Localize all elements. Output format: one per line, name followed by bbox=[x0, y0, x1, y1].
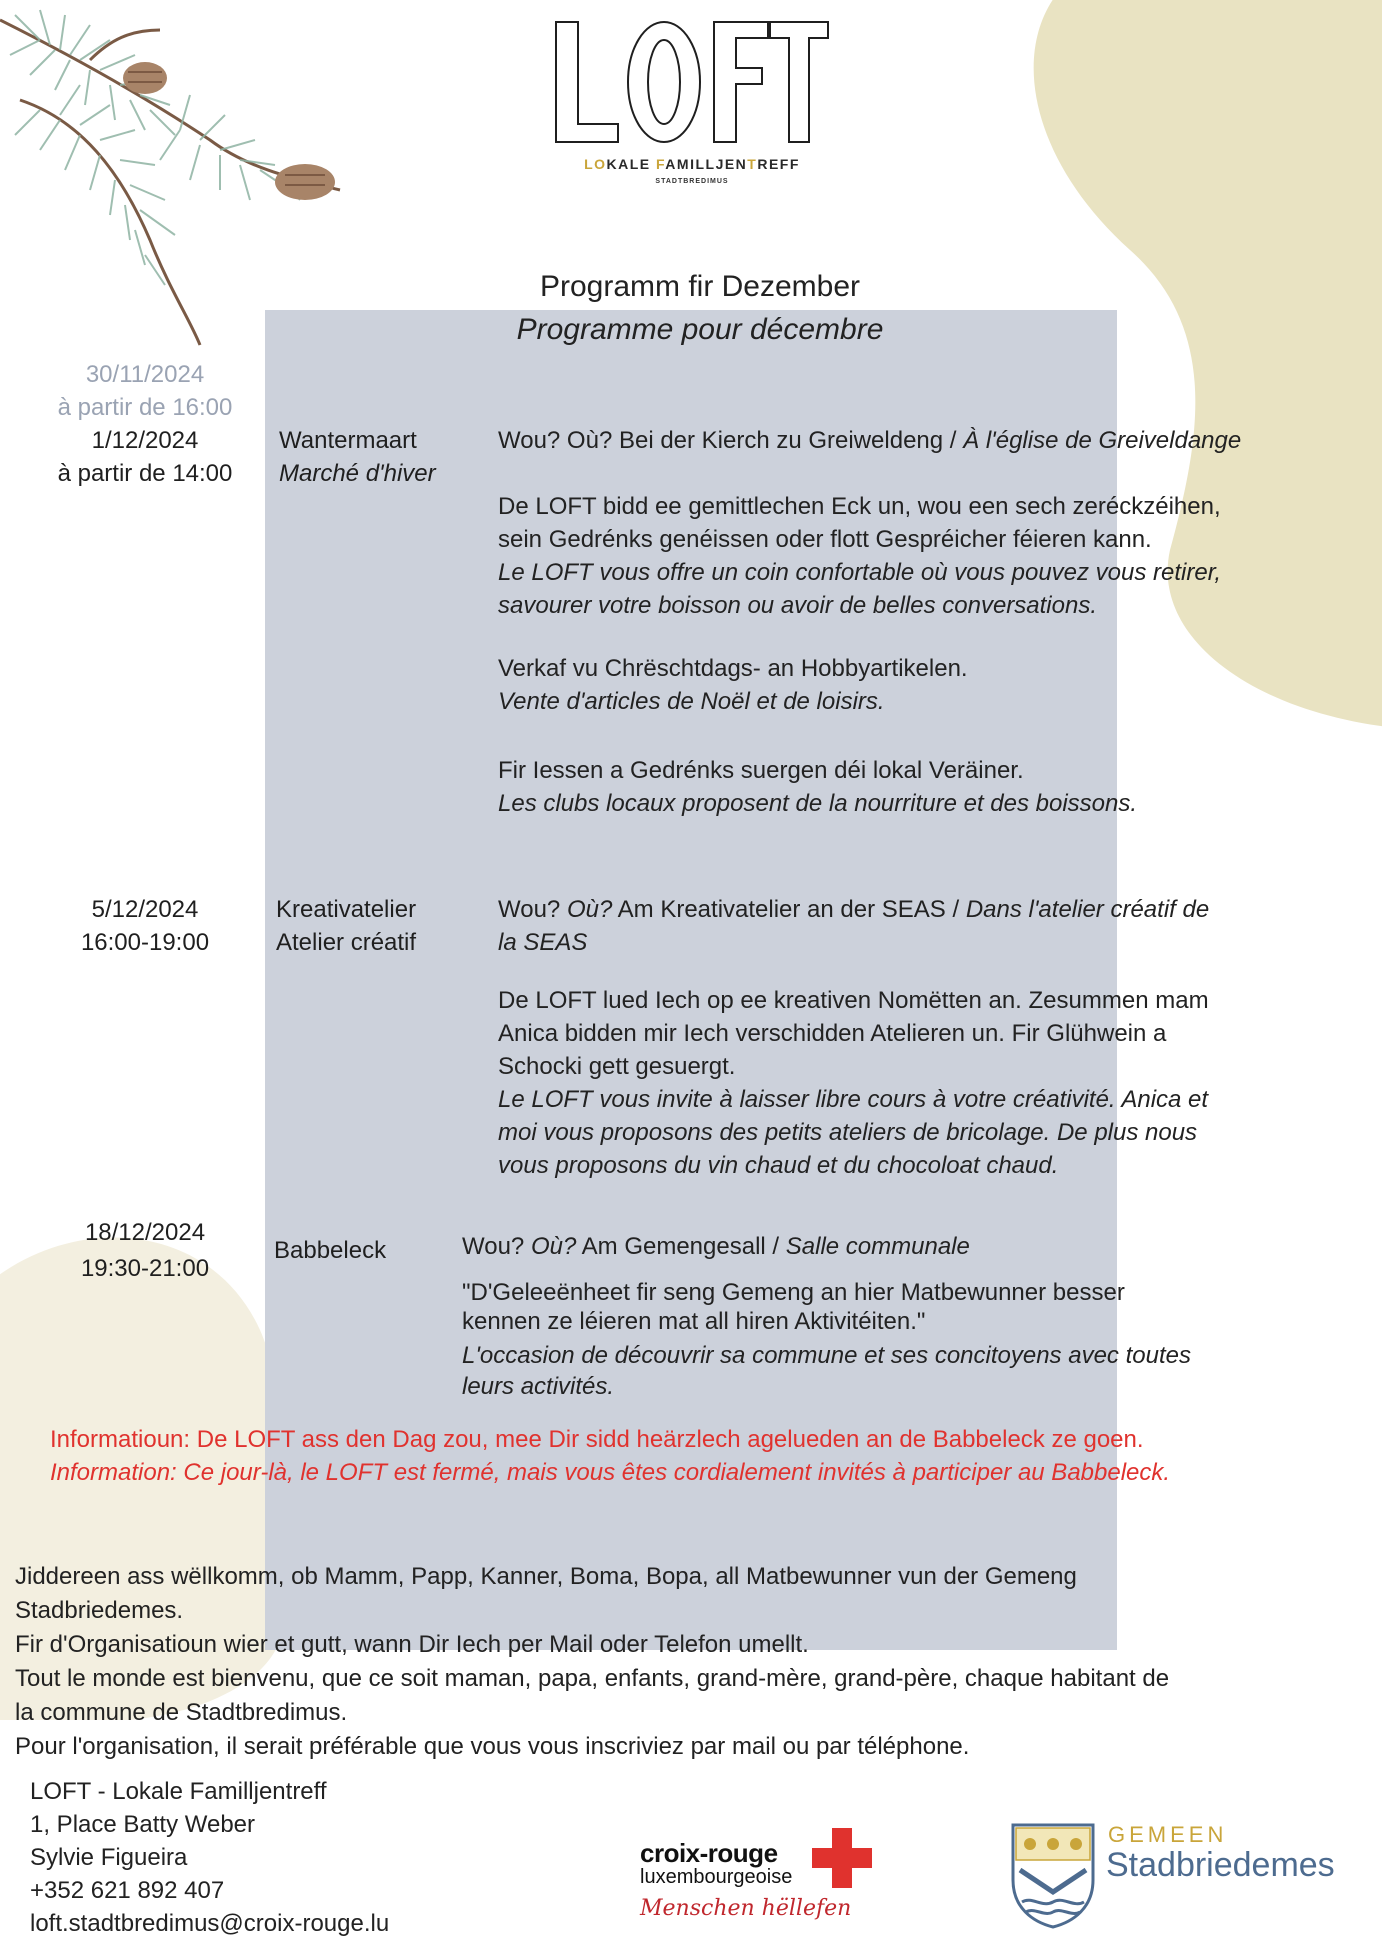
event2-p1-lb-1: De LOFT lued Iech op ee kreativen Nomëtten an. Zesummen mam bbox=[498, 987, 1209, 1014]
event1-p1-lb-2: sein Gedrénks genéissen oder flott Gespréicher féieren kann. bbox=[498, 526, 1152, 553]
event2-where-line1 bbox=[498, 893, 1209, 926]
event1-date-pre: 30/11/2024 bbox=[85, 361, 205, 388]
event3-name-lb: Babbeleck bbox=[274, 1237, 387, 1264]
event2-name-fr: Atelier créatif bbox=[276, 929, 417, 956]
welcome-line-3: Fir d'Organisatioun wier et gutt, wann Dir Iech per Mail oder Telefon umellt. bbox=[15, 1631, 809, 1658]
event1-p3-fr: Les clubs locaux proposent de la nourriture et des boissons. bbox=[498, 790, 1138, 817]
event3-quote-lb-1: "D'Geleeënheet fir seng Gemeng an hier Matbewunner besser bbox=[462, 1279, 1125, 1306]
logo-location: STADTBREDIMUS bbox=[655, 178, 729, 185]
event3-where-c: Am Gemengesall / bbox=[576, 1233, 786, 1260]
event2-time: 16:00-19:00 bbox=[80, 929, 210, 956]
event1-name-lb: Wantermaart bbox=[279, 427, 417, 454]
event3-where bbox=[462, 1230, 970, 1263]
logo-sub-f: F bbox=[656, 156, 666, 172]
municipality-name: Stadbriedemes bbox=[1106, 1846, 1335, 1884]
event2-where-1c: Am Kreativatelier an der SEAS / bbox=[612, 896, 966, 923]
logo-sub-t: T bbox=[747, 156, 758, 172]
event2-p1-fr-2: moi vous proposons des petits ateliers de bricolage. De plus nous bbox=[498, 1119, 1198, 1146]
red-cross-icon bbox=[812, 1828, 872, 1888]
contact-email[interactable]: loft.stadtbredimus@croix-rouge.lu bbox=[30, 1910, 390, 1937]
contact-address: 1, Place Batty Weber bbox=[30, 1811, 255, 1838]
event2-where-1b: Où? bbox=[566, 896, 613, 923]
event3-date: 18/12/2024 bbox=[84, 1219, 206, 1246]
welcome-line-4: Tout le monde est bienvenu, que ce soit maman, papa, enfants, grand-mère, grand-père, chaque habitant de bbox=[15, 1665, 1170, 1692]
event1-p1-fr-1: Le LOFT vous offre un coin confortable où vous pouvez vous retirer, bbox=[498, 559, 1222, 586]
croix-rouge-country: luxembourgeoise bbox=[640, 1866, 793, 1888]
event2-p1-fr-3: vous proposons du vin chaud et du chocoloat chaud. bbox=[498, 1152, 1059, 1179]
welcome-line-2: Stadbriedemes. bbox=[15, 1597, 184, 1624]
event2-date: 5/12/2024 bbox=[91, 896, 199, 923]
event2-p1-lb-3: Schocki gett gesuergt. bbox=[498, 1053, 736, 1080]
event1-p2-fr: Vente d'articles de Noël et de loisirs. bbox=[498, 688, 885, 715]
contact-phone: +352 621 892 407 bbox=[30, 1877, 225, 1904]
event1-time: à partir de 14:00 bbox=[57, 460, 233, 487]
event1-where-fr: À l'église de Greiveldange bbox=[963, 427, 1242, 454]
event1-where bbox=[498, 424, 1241, 457]
croix-rouge-slogan: Menschen hëllefen bbox=[640, 1896, 852, 1921]
event3-quote-fr-1: L'occasion de découvrir sa commune et ses concitoyens avec toutes bbox=[462, 1342, 1191, 1369]
event3-where-d: Salle communale bbox=[785, 1233, 970, 1260]
croix-rouge-name: croix-rouge bbox=[640, 1838, 778, 1868]
welcome-line-1: Jiddereen ass wëllkomm, ob Mamm, Papp, Kanner, Boma, Bopa, all Matbewunner vun der Gemeng bbox=[15, 1563, 1077, 1590]
contact-person: Sylvie Figueira bbox=[30, 1844, 188, 1871]
event3-time: 19:30-21:00 bbox=[80, 1255, 210, 1282]
event1-p1-fr-2: savourer votre boisson ou avoir de belles conversations. bbox=[498, 592, 1097, 619]
event1-date: 1/12/2024 bbox=[91, 427, 199, 454]
logo-tagline bbox=[560, 156, 824, 172]
event2-p1-lb-2: Anica bidden mir Iech verschidden Atelieren un. Fir Glühwein a bbox=[498, 1020, 1167, 1047]
logo-sub-amillj: AMILLJEN bbox=[665, 156, 748, 172]
page-title-fr: Programme pour décembre bbox=[516, 313, 884, 346]
event2-where-1a: Wou? bbox=[498, 896, 567, 923]
logo-sub-reff: REFF bbox=[757, 156, 800, 172]
contact-org: LOFT - Lokale Familljentreff bbox=[30, 1778, 327, 1805]
event1-time-pre: à partir de 16:00 bbox=[57, 394, 233, 421]
event1-where-lb: Wou? Où? Bei der Kierch zu Greiweldeng / bbox=[498, 427, 964, 454]
event1-p1-lb-1: De LOFT bidd ee gemittlechen Eck un, wou een sech zeréckzéihen, bbox=[498, 493, 1221, 520]
municipality-label: GEMEEN bbox=[1108, 1822, 1228, 1847]
event1-name-fr: Marché d'hiver bbox=[279, 460, 436, 487]
info-fr: Information: Ce jour-là, le LOFT est fermé, mais vous êtes cordialement invités à participer au Babbeleck. bbox=[50, 1459, 1171, 1486]
welcome-line-5: la commune de Stadtbredimus. bbox=[15, 1699, 348, 1726]
logo-sub-kale: KALE bbox=[606, 156, 657, 172]
event2-where-line2: la SEAS bbox=[498, 929, 588, 956]
info-lb: Informatioun: De LOFT ass den Dag zou, mee Dir sidd heärzlech agelueden an de Babbeleck ze goen. bbox=[50, 1426, 1144, 1453]
event3-quote-lb-2: kennen ze léieren mat all hiren Aktivitéiten." bbox=[462, 1308, 926, 1335]
event1-p3-lb: Fir Iessen a Gedrénks suergen déi lokal Veräiner. bbox=[498, 757, 1024, 784]
event3-quote-fr-2: leurs activités. bbox=[462, 1373, 615, 1400]
event1-p2-lb: Verkaf vu Chrëschtdags- an Hobbyartikelen. bbox=[498, 655, 968, 682]
loft-logo bbox=[552, 18, 832, 148]
municipality-crest-icon bbox=[1010, 1822, 1096, 1930]
welcome-line-6: Pour l'organisation, il serait préférable que vous vous inscriviez par mail ou par téléphone. bbox=[15, 1733, 970, 1760]
event2-p1-fr-1: Le LOFT vous invite à laisser libre cours à votre créativité. Anica et bbox=[498, 1086, 1209, 1113]
event3-where-b: Où? bbox=[530, 1233, 577, 1260]
event3-where-a: Wou? bbox=[462, 1233, 531, 1260]
event2-name-lb: Kreativatelier bbox=[276, 896, 417, 923]
event2-where-1d: Dans l'atelier créatif de bbox=[965, 896, 1210, 923]
page-title-lb: Programm fir Dezember bbox=[539, 270, 861, 303]
logo-sub-lo: LO bbox=[584, 156, 607, 172]
